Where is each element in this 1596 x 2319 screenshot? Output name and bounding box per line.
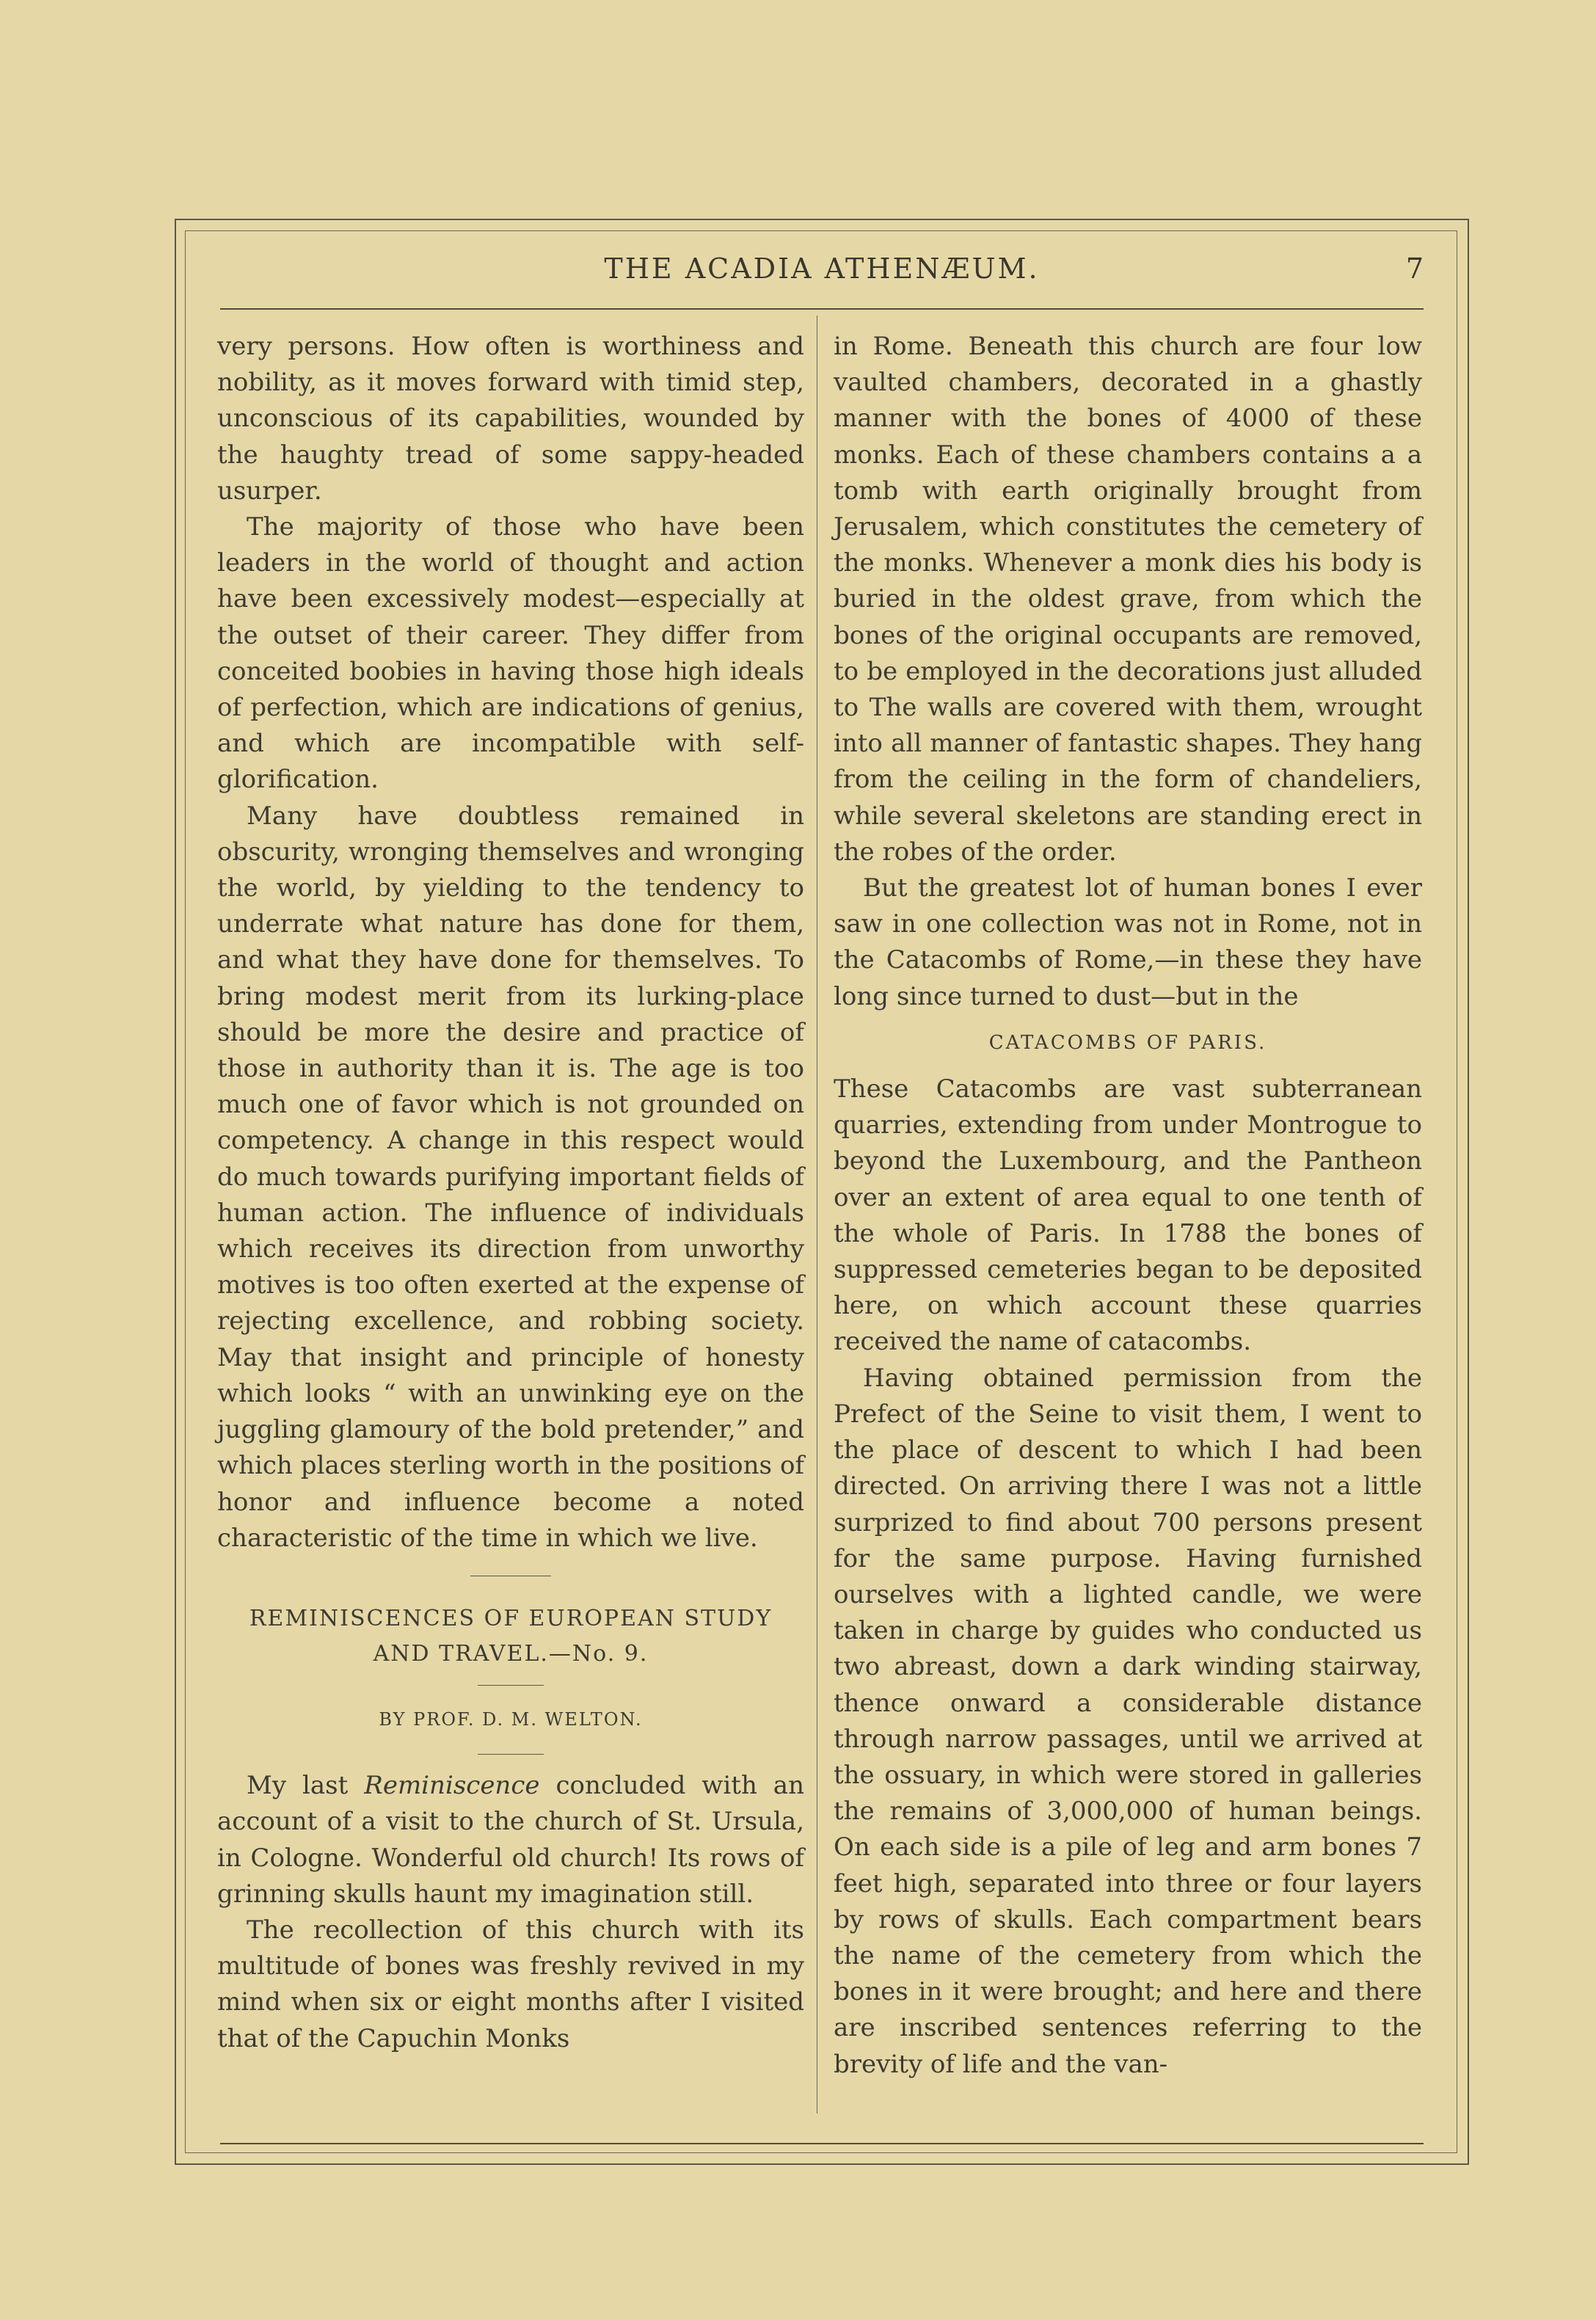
- article-title-line2: AND TRAVEL.—No. 9.: [373, 1640, 649, 1667]
- paragraph: The majority of those who have been leaders in the world of thought and action have been excessively modest—especially at the outset of their career. They differ from conceited boobies in having those high ideals of perfection, which are indications of genius, and which are incompatible with self-glorification.: [217, 512, 804, 795]
- paragraph: These Catacombs are vast subterranean quarries, extending from under Montrogue to beyond the Luxembourg, and the Pantheon over an extent of area equal to one tenth of the whole of Paris. In 1788 the bones of suppressed cemeteries began to be deposited here, on which account these quarries received the name of catacombs.: [834, 1074, 1422, 1357]
- paragraph: The recollection of this church with its multitude of bones was freshly revived in my mind when six or eight months after I visited that of the Capuchin Monks: [217, 1915, 804, 2053]
- byline-rule: [478, 1754, 544, 1755]
- article-title: [217, 1601, 804, 1672]
- right-column: [834, 329, 1422, 2083]
- left-column: [217, 329, 804, 2057]
- text-run: concluded with an account of a visit to the church of St. Ursula, in Cologne. Wonderful old church! Its rows of grinning skulls haunt my imagination still.: [217, 1771, 804, 1909]
- footer-rule: [220, 2143, 1424, 2144]
- paragraph: in Rome. Beneath this church are four low vaulted chambers, decorated in a ghastly manner with the bones of 4000 of these monks. Each of these chambers contains a a tomb with earth originally brought from Jerusalem, which constitutes the cemetery of the monks. Whenever a monk dies his body is buried in the oldest grave, from which the bones of the original occupants are removed, to be employed in the decorations just alluded to The walls are covered with them, wrought into all manner of fantastic shapes. They hang from the ceiling in the form of chandeliers, while several skeletons are standing erect in the robes of the order.: [834, 332, 1422, 867]
- paragraph: [217, 1768, 804, 1912]
- article-title-line1: REMINISCENCES OF EUROPEAN STUDY: [249, 1605, 773, 1631]
- journal-title: THE ACADIA ATHENÆUM.: [604, 252, 1040, 285]
- paragraph: Many have doubtless remained in obscurity, wronging themselves and wronging the world, by yielding to the tendency to underrate what nature has done for them, and what they have done for themselves. To bring modest merit from its lurking-place should be more the desire and practice of those in authority than it is. The age is too much one of favor which is not grounded on competency. A change in this respect would do much towards purifying important fields of human action. The influence of individuals which receives its direction from unworthy motives is too often exerted at the expense of rejecting excellence, and robbing society. May that insight and principle of honesty which looks “ with an unwinking eye on the juggling glamoury of the bold pretender,” and which places sterling worth in the positions of honor and influence become a noted characteristic of the time in which we live.: [217, 801, 804, 1553]
- subheading: CATACOMBS OF PARIS.: [988, 1031, 1267, 1054]
- byline: BY PROF. D. M. WELTON.: [379, 1708, 643, 1730]
- paragraph: very persons. How often is worthiness and nobility, as it moves forward with timid step, unconscious of its capabilities, wounded by the haughty tread of some sappy-headed usurper.: [217, 332, 804, 506]
- italic-term: Reminiscence: [364, 1771, 540, 1801]
- text-run: My last: [247, 1771, 365, 1801]
- paragraph: But the greatest lot of human bones I ever saw in one collection was not in Rome, not in the Catacombs of Rome,—in these they have long since turned to dust—but in the: [834, 873, 1422, 1011]
- paragraph: Having obtained permission from the Prefect of the Seine to visit them, I went to the place of descent to which I had been directed. On arriving there I was not a little surprized to find about 700 persons present for the same purpose. Having furnished ourselves with a lighted candle, we were taken in charge by guides who conducted us two abreast, down a dark winding stairway, thence onward a considerable distance through narrow passages, until we arrived at the ossuary, in which were stored in galleries the remains of 3,000,000 of human beings. On each side is a pile of leg and arm bones 7 feet high, separated into three or four layers by rows of skulls. Each compartment bears the name of the cemetery from which the bones in it were brought; and here and there are inscribed sentences referring to the brevity of life and the van-: [834, 1363, 1422, 2079]
- title-rule: [478, 1685, 544, 1686]
- running-header: [220, 252, 1424, 289]
- header-rule: [220, 308, 1424, 310]
- page-number: 7: [1405, 252, 1424, 285]
